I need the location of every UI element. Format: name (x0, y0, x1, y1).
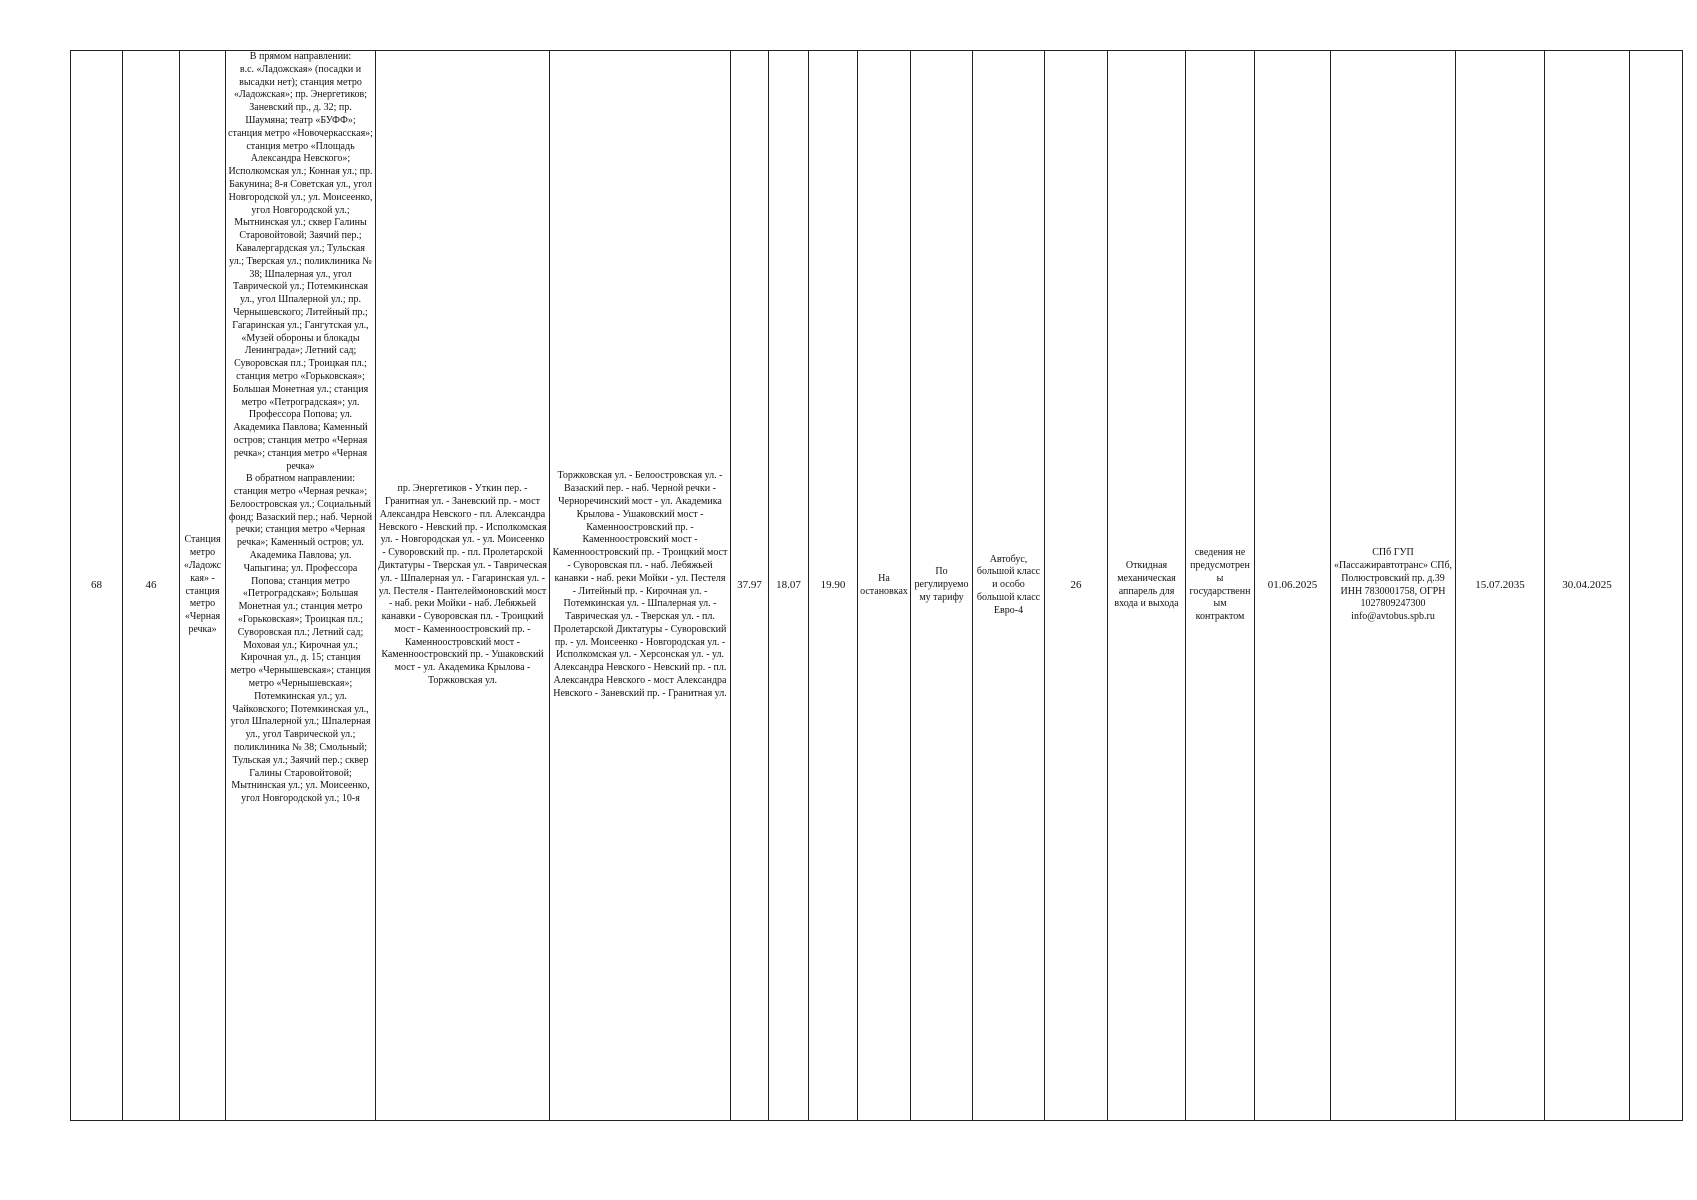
stops-cell (226, 51, 376, 1121)
start-date-cell: 01.06.2025 (1255, 51, 1331, 1121)
equipment-cell: Откидная механическая аппарель для входа и выхода (1108, 51, 1186, 1121)
streets-reverse-cell: Торжковская ул. - Белоостровская ул. - Вазаский пер. - наб. Черной речки - Черноречинский мост - ул. Академика Крылова - Ушаковский мост - Каменноостровский пр. - Каменноостровский мост - Каменноостровский пр. - Троицкий мост - Суворовская пл. - наб. Лебяжьей канавки - наб. реки Мойки - ул. Пестеля - Литейный пр. - Кирочная ул. - Потемкинская ул. - Шпалерная ул. - Таврическая ул. - Тверская ул. - пл. Пролетарской Диктатуры - Суворовский пр. - ул. Моисеенко - Новгородская ул. - Исполкомская ул. - Херсонская ул. - ул. Александра Невского - Невский пр. - пл. Александра Невского - мост Александра Невского - Заневский пр. - Гранитная ул. (550, 51, 731, 1121)
registration-number-cell: 68 (71, 51, 123, 1121)
carrier-cell: СПб ГУП «Пассажиравтотранс» СПб, Полюстровский пр. д.39 ИНН 7830001758, ОГРН 1027809247300 info@avtobus.spb.ru (1331, 51, 1456, 1121)
length-forward-cell: 37.97 (731, 51, 769, 1121)
route-name-cell: Станция метро «Ладожская» - станция метро «Черная речка» (180, 51, 226, 1121)
length-reverse-cell: 18.07 (769, 51, 809, 1121)
stop-mode-cell: На остановках (858, 51, 911, 1121)
stops-reverse-list: станция метро «Черная речка»; Белоостровская ул.; Социальный фонд; Вазаский пер.; наб. Черной речки; станция метро «Черная речка»; Каменный остров; ул. Академика Павлова; ул. Чапыгина; ул. Профессора Попова; станция метро «Петроградская»; Большая Монетная ул.; станция метро «Горьковская»; Троицкая пл.; Суворовская пл.; Летний сад; Моховая ул.; Кирочная ул.; Кирочная ул., д. 15; станция метро «Чернышевская»; станция метро «Чернышевская»; Потемкинская ул.; ул. Чайковского; Потемкинская ул., угол Шпалерной ул.; Шпалерная ул., угол Таврической ул.; поликлиника № 38; Смольный; Тульская ул.; Заячий пер.; сквер Галины Старовойтовой; Мытнинская ул.; ул. Моисеенко, угол Новгородской ул.; 10-я (228, 486, 373, 805)
table-row (71, 51, 1683, 1121)
contract-info-cell: сведения не предусмотрены государственным контрактом (1186, 51, 1255, 1121)
length-total-cell: 19.90 (809, 51, 858, 1121)
route-registry-table (70, 50, 1683, 1121)
end-date-cell: 15.07.2035 (1456, 51, 1545, 1121)
stops-forward-list: в.с. «Ладожская» (посадки и высадки нет); станция метро «Ладожская»; пр. Энергетиков; Заневский пр., д. 32; пр. Шаумяна; театр «БУФФ»; станция метро «Новочеркасская»; станция метро «Площадь Александра Невского»; Исполкомская ул.; Конная ул.; пр. Бакунина; 8-я Советская ул., угол Новгородской ул.; ул. Моисеенко, угол Новгородской ул.; Мытнинская ул.; сквер Галины Старовойтовой; Заячий пер.; Кавалергардская ул.; Тульская ул.; Тверская ул.; поликлиника № 38; Шпалерная ул., угол Таврической ул.; Потемкинская ул., угол Шпалерной ул.; пр. Чернышевского; Литейный пр.; Гагаринская ул.; Гангутская ул., «Музей обороны и блокады Ленинграда»; Летний сад; Суворовская пл.; Троицкая пл.; станция метро «Горьковская»; Большая Монетная ул.; станция метро «Петроградская»; ул. Профессора Попова; ул. Академика Павлова; Каменный остров; станция метро «Черная речка»; станция метро «Черная речка» (228, 63, 373, 472)
record-date-cell: 30.04.2025 (1545, 51, 1630, 1121)
vehicle-count-cell: 26 (1045, 51, 1108, 1121)
route-number-cell: 46 (123, 51, 180, 1121)
stops-reverse-title: В обратном направлении: (245, 473, 356, 485)
tariff-cell: По регулируемому тарифу (911, 51, 973, 1121)
streets-forward-cell: пр. Энергетиков - Уткин пер. - Гранитная ул. - Заневский пр. - мост Александра Невского - пл. Александра Невского - Невский пр. - Исполкомская ул. - Новгородская ул. - ул. Моисеенко - Суворовский пр. - пл. Пролетарской Диктатуры - Тверская ул. - Таврическая ул. - Шпалерная ул. - Гагаринская ул. - ул. Пестеля - Пантелеймоновский мост - наб. реки Мойки - наб. Лебяжьей канавки - Суворовская пл. - Троицкий мост - Каменноостровский пр. - Каменноостровский мост - Каменноостровский пр. - Ушаковский мост - ул. Академика Крылова - Торжковская ул. (376, 51, 550, 1121)
stops-forward-title: В прямом направлении: (249, 51, 352, 62)
extra-cell (1630, 51, 1683, 1121)
vehicle-type-cell: Автобус, большой класс и особо большой класс Евро-4 (973, 51, 1045, 1121)
